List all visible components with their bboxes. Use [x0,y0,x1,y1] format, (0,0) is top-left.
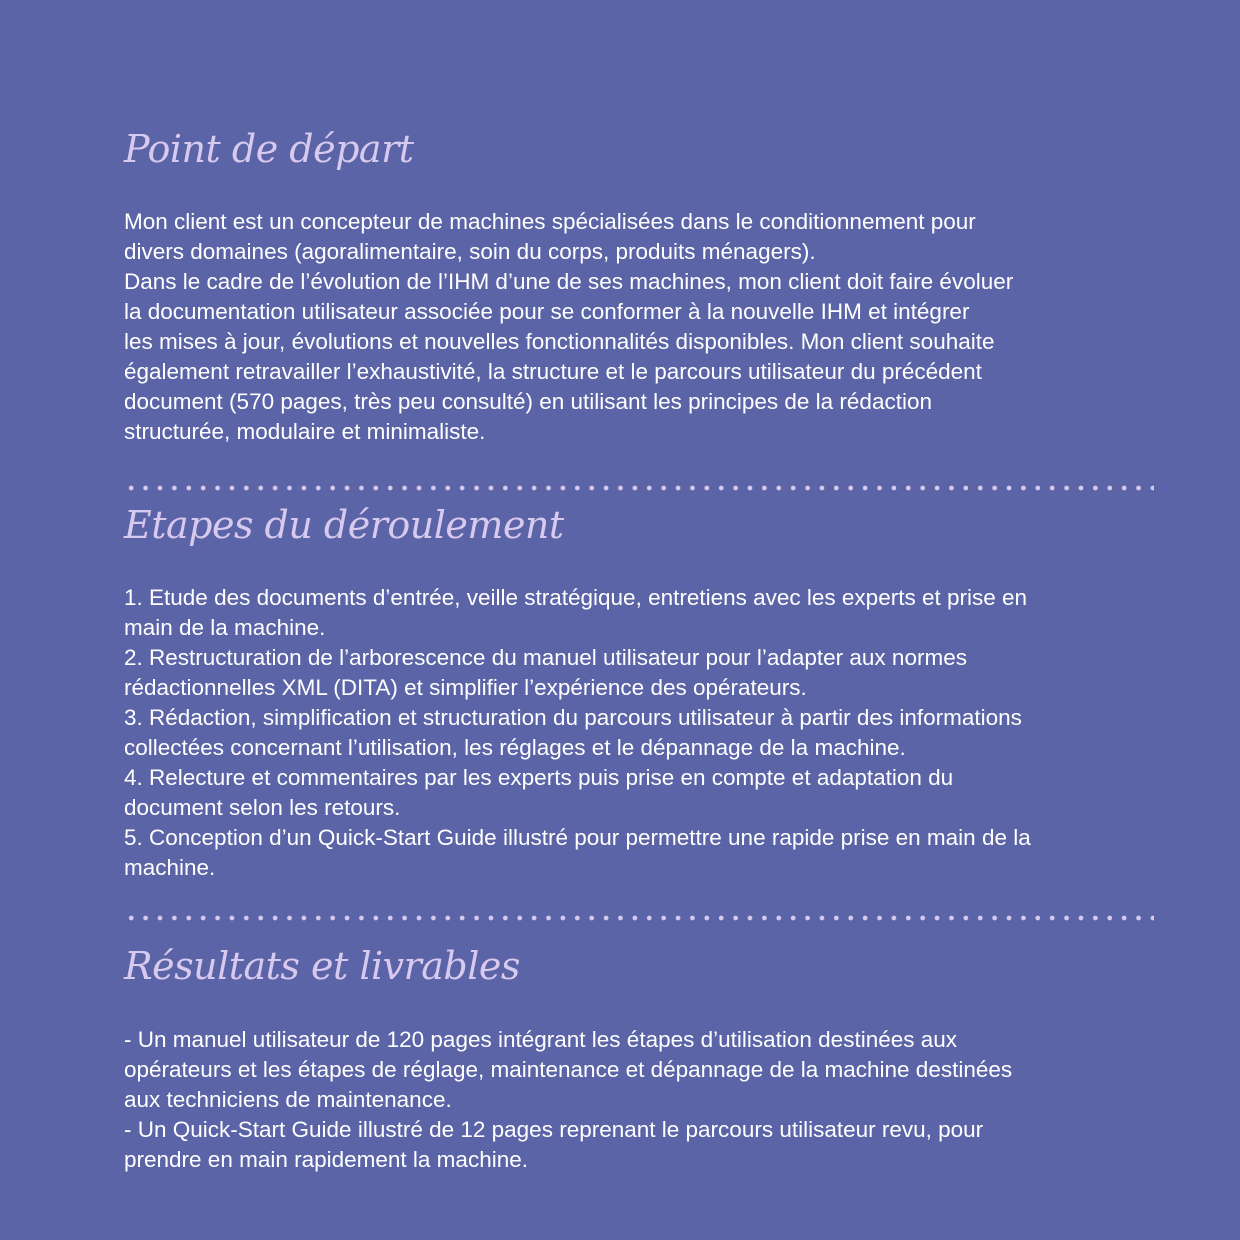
text-line: 1. Etude des documents d’entrée, veille stratégique, entretiens avec les experts et prise en [124,585,1028,610]
dotted-separator [124,484,1154,492]
text-line: 3. Rédaction, simplification et structuration du parcours utilisateur à partir des informations [124,705,1022,730]
text-line: machine. [124,855,216,880]
text-line: - Un Quick-Start Guide illustré de 12 pages reprenant le parcours utilisateur revu, pour [124,1117,984,1142]
section-body [124,1025,1154,1175]
text-line: divers domaines (agoralimentaire, soin du corps, produits ménagers). [124,239,816,264]
dotted-separator [124,914,1154,922]
text-line: les mises à jour, évolutions et nouvelles fonctionnalités disponibles. Mon client souhaite [124,329,995,354]
section-heading: Etapes du déroulement [124,503,564,547]
section-body [124,207,1154,447]
text-line: 4. Relecture et commentaires par les experts puis prise en compte et adaptation du [124,765,954,790]
section-heading: Résultats et livrables [124,944,520,988]
text-line: opérateurs et les étapes de réglage, maintenance et dépannage de la machine destinées [124,1057,1013,1082]
text-line: main de la machine. [124,615,326,640]
text-line: 2. Restructuration de l’arborescence du manuel utilisateur pour l’adapter aux normes [124,645,967,670]
text-line: Mon client est un concepteur de machines spécialisées dans le conditionnement pour [124,209,976,234]
text-line: document selon les retours. [124,795,401,820]
text-line: 5. Conception d’un Quick-Start Guide illustré pour permettre une rapide prise en main de la [124,825,1031,850]
text-line: document (570 pages, très peu consulté) en utilisant les principes de la rédaction [124,389,932,414]
text-line: structurée, modulaire et minimaliste. [124,419,486,444]
section-heading: Point de départ [124,127,414,171]
text-line: collectées concernant l’utilisation, les réglages et le dépannage de la machine. [124,735,906,760]
section-body [124,583,1154,883]
text-line: prendre en main rapidement la machine. [124,1147,528,1172]
text-line: - Un manuel utilisateur de 120 pages intégrant les étapes d’utilisation destinées aux [124,1027,958,1052]
text-line: la documentation utilisateur associée pour se conformer à la nouvelle IHM et intégrer [124,299,970,324]
text-line: rédactionnelles XML (DITA) et simplifier l’expérience des opérateurs. [124,675,807,700]
text-line: aux techniciens de maintenance. [124,1087,452,1112]
text-line: également retravailler l’exhaustivité, la structure et le parcours utilisateur du précédent [124,359,982,384]
text-line: Dans le cadre de l’évolution de l’IHM d’une de ses machines, mon client doit faire évoluer [124,269,1014,294]
